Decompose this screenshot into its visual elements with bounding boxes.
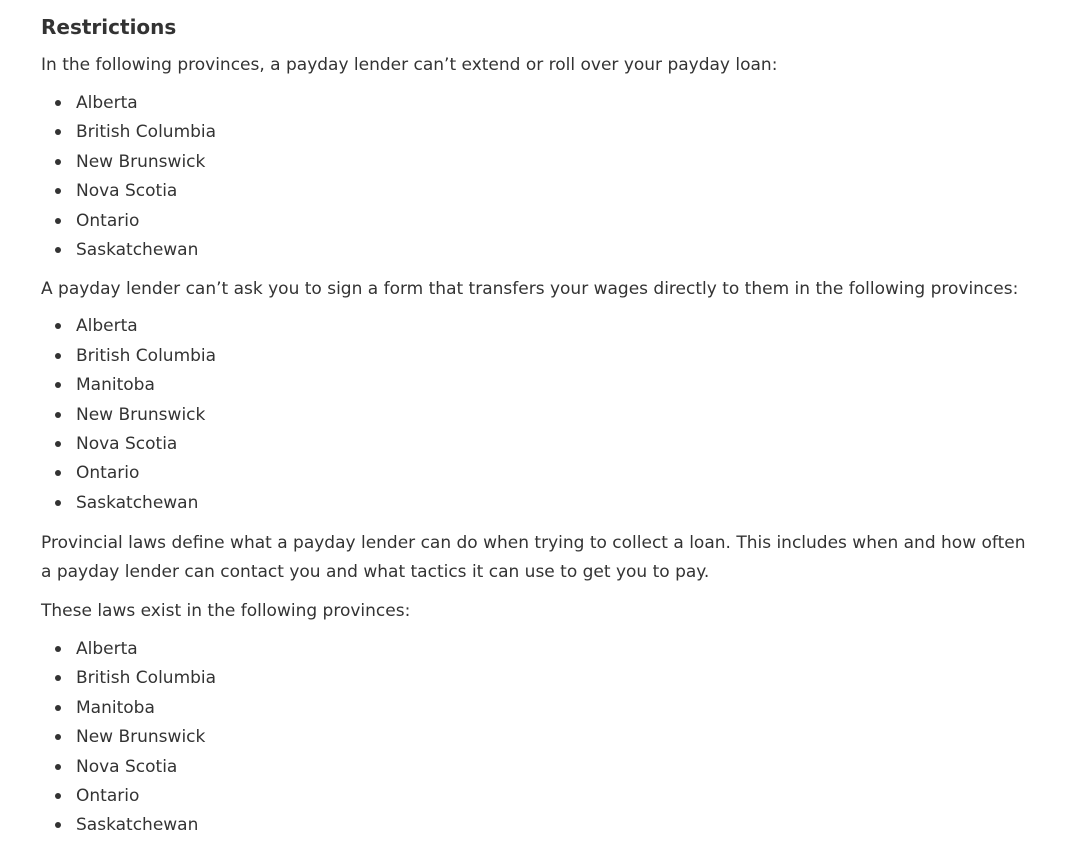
list-item: Alberta bbox=[41, 89, 1041, 118]
list-item: New Brunswick bbox=[41, 148, 1041, 177]
bullet-icon bbox=[55, 764, 61, 770]
bullet-icon bbox=[55, 100, 61, 106]
list-item: Nova Scotia bbox=[41, 430, 1041, 459]
section-heading: Restrictions bbox=[41, 15, 177, 39]
bullet-icon bbox=[55, 734, 61, 740]
list-item: Ontario bbox=[41, 459, 1041, 488]
province-list-collection bbox=[41, 635, 1041, 841]
list-item: New Brunswick bbox=[41, 723, 1041, 752]
bullet-icon bbox=[55, 159, 61, 165]
list-item: Saskatchewan bbox=[41, 236, 1041, 265]
list-item: Ontario bbox=[41, 782, 1041, 811]
list-item: British Columbia bbox=[41, 342, 1041, 371]
list-item: Manitoba bbox=[41, 694, 1041, 723]
bullet-icon bbox=[55, 675, 61, 681]
bullet-icon bbox=[55, 500, 61, 506]
intro-paragraph-rollover: In the following provinces, a payday lender can’t extend or roll over your payday loan: bbox=[41, 55, 778, 75]
list-item: Manitoba bbox=[41, 371, 1041, 400]
bullet-icon bbox=[55, 323, 61, 329]
list-item: Saskatchewan bbox=[41, 489, 1041, 518]
list-item: Ontario bbox=[41, 207, 1041, 236]
list-item: Alberta bbox=[41, 312, 1041, 341]
intro-paragraph-wage-transfer: A payday lender can’t ask you to sign a form that transfers your wages directly to them in the following provinces: bbox=[41, 279, 1019, 300]
bullet-icon bbox=[55, 646, 61, 652]
list-item: New Brunswick bbox=[41, 401, 1041, 430]
collection-laws-paragraph: Provincial laws define what a payday lender can do when trying to collect a loan. This includes when and how often a payday lender can contact you and what tactics it can use to get you to pay. bbox=[41, 533, 1026, 583]
bullet-icon bbox=[55, 705, 61, 711]
list-item: Nova Scotia bbox=[41, 753, 1041, 782]
list-item: Saskatchewan bbox=[41, 811, 1041, 840]
intro-paragraph-collection: These laws exist in the following provinces: bbox=[41, 601, 411, 622]
list-item: British Columbia bbox=[41, 664, 1041, 693]
bullet-icon bbox=[55, 188, 61, 194]
bullet-icon bbox=[55, 129, 61, 135]
bullet-icon bbox=[55, 822, 61, 828]
bullet-icon bbox=[55, 793, 61, 799]
province-list-rollover bbox=[41, 89, 1041, 265]
bullet-icon bbox=[55, 412, 61, 418]
list-item: British Columbia bbox=[41, 118, 1041, 147]
bullet-icon bbox=[55, 247, 61, 253]
list-item: Alberta bbox=[41, 635, 1041, 664]
bullet-icon bbox=[55, 470, 61, 476]
bullet-icon bbox=[55, 441, 61, 447]
bullet-icon bbox=[55, 382, 61, 388]
list-item: Nova Scotia bbox=[41, 177, 1041, 206]
bullet-icon bbox=[55, 218, 61, 224]
province-list-wage-transfer bbox=[41, 312, 1041, 518]
bullet-icon bbox=[55, 353, 61, 359]
